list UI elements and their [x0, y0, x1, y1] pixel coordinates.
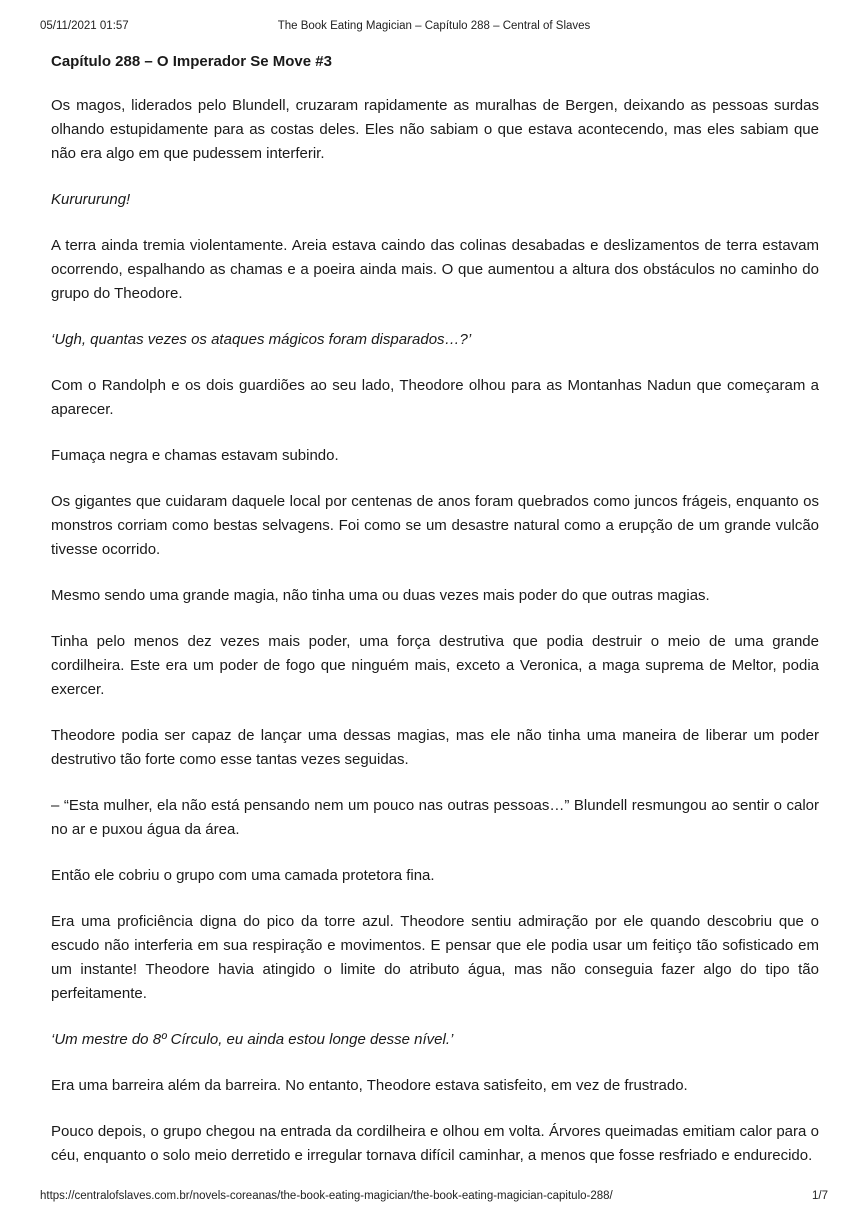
print-date: 05/11/2021 01:57: [40, 20, 129, 32]
paragraph: Então ele cobriu o grupo com uma camada protetora fina.: [51, 867, 435, 884]
page-url: https://centralofslaves.com.br/novels-coreanas/the-book-eating-magician/the-book-eating-magician-capitulo-288/: [40, 1190, 613, 1202]
article-content: [51, 52, 819, 1190]
paragraph: Tinha pelo menos dez vezes mais poder, uma força destrutiva que podia destruir o meio de uma grande cordilheira. Este era um poder de fogo que ninguém mais, exceto a Veronica, a maga suprema de Meltor, podia exercer.: [51, 633, 819, 698]
paragraph: Fumaça negra e chamas estavam subindo.: [51, 447, 339, 464]
paragraph: ‘Um mestre do 8º Círculo, eu ainda estou longe desse nível.’: [51, 1031, 454, 1048]
page-number: 1/7: [812, 1190, 828, 1202]
print-page-title: The Book Eating Magician – Capítulo 288 – Central of Slaves: [277, 20, 591, 32]
paragraph: Os gigantes que cuidaram daquele local por centenas de anos foram quebrados como juncos frágeis, enquanto os monstros corriam como bestas selvagens. Foi como se um desastre natural como a erupção de um grande vulcão tivesse ocorrido.: [51, 493, 819, 558]
paragraph: ‘Ugh, quantas vezes os ataques mágicos foram disparados…?’: [51, 331, 472, 348]
paragraph: – “Esta mulher, ela não está pensando nem um pouco nas outras pessoas…” Blundell resmungou ao sentir o calor no ar e puxou água da área.: [51, 797, 819, 838]
paragraph: Pouco depois, o grupo chegou na entrada da cordilheira e olhou em volta. Árvores queimadas emitiam calor para o céu, enquanto o solo meio derretido e irregular tornava difícil caminhar, a menos que fosse resfriado e endurecido.: [51, 1123, 819, 1164]
paragraph: Theodore podia ser capaz de lançar uma dessas magias, mas ele não tinha uma maneira de liberar um poder destrutivo tão forte como esse tantas vezes seguidas.: [51, 727, 819, 768]
paragraph: Era uma barreira além da barreira. No entanto, Theodore estava satisfeito, em vez de frustrado.: [51, 1077, 688, 1094]
chapter-title: Capítulo 288 – O Imperador Se Move #3: [51, 53, 332, 70]
print-header: [40, 20, 828, 36]
print-footer: [40, 1190, 828, 1206]
paragraph: Com o Randolph e os dois guardiões ao seu lado, Theodore olhou para as Montanhas Nadun que começaram a aparecer.: [51, 377, 819, 418]
paragraph: Os magos, liderados pelo Blundell, cruzaram rapidamente as muralhas de Bergen, deixando as pessoas surdas olhando estupidamente para as costas deles. Eles não sabiam o que estava acontecendo, mas eles sabiam que não era algo em que pudessem interferir.: [51, 97, 819, 162]
paragraph: Era uma proficiência digna do pico da torre azul. Theodore sentiu admiração por ele quando descobriu que o escudo não interferia em sua respiração e movimentos. E pensar que ele podia usar um feitiço tão sofisticado em um instante! Theodore havia atingido o limite do atributo água, mas não conseguia fazer algo do tipo tão perfeitamente.: [51, 913, 819, 1002]
paragraph: A terra ainda tremia violentamente. Areia estava caindo das colinas desabadas e deslizamentos de terra estavam ocorrendo, espalhando as chamas e a poeira ainda mais. O que aumentou a altura dos obstáculos no caminho do grupo do Theodore.: [51, 237, 819, 302]
paragraph: Mesmo sendo uma grande magia, não tinha uma ou duas vezes mais poder do que outras magias.: [51, 587, 710, 604]
paragraph: Kurururung!: [51, 191, 131, 208]
